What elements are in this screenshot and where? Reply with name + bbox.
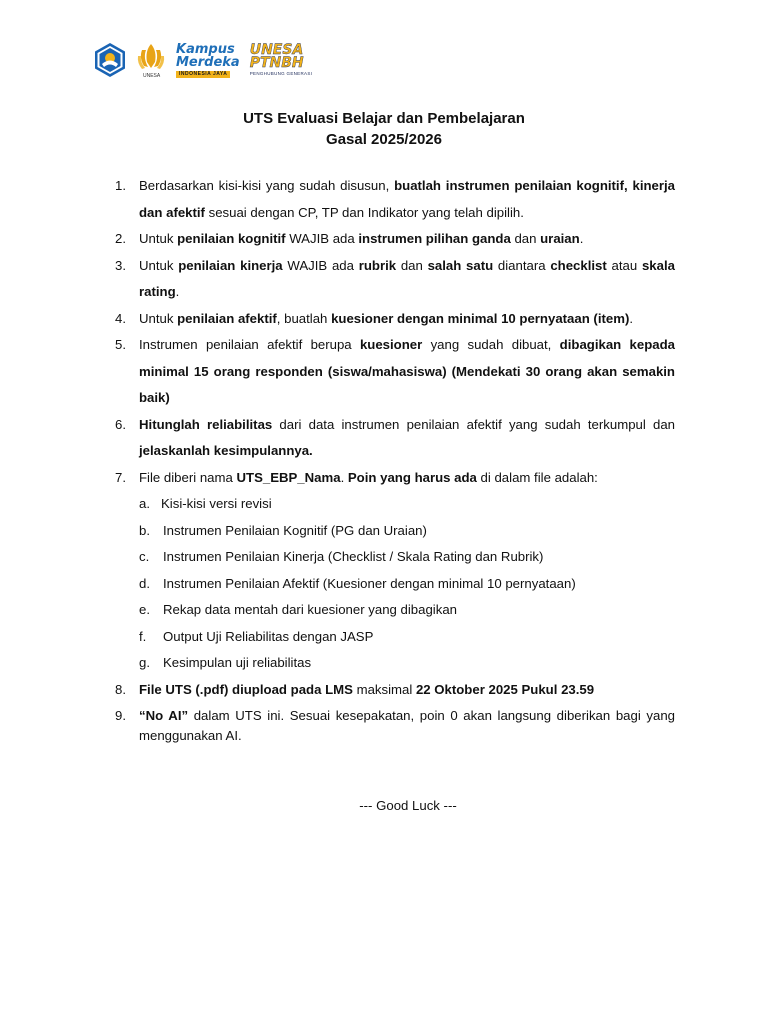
plain-text: atau (606, 257, 642, 273)
emphasis-text: checklist (550, 257, 607, 273)
emphasis-text: File UTS (.pdf) diupload pada LMS (139, 681, 353, 697)
emphasis-text: Poin yang harus ada (347, 469, 477, 485)
plain-text: diantara (493, 257, 551, 273)
plain-text: , buatlah (276, 310, 332, 326)
plain-text: WAJIB ada (285, 231, 359, 246)
list-item-text (139, 465, 675, 492)
emphasis-text: jelaskanlah kesimpulannya. (139, 443, 313, 458)
emphasis-text: penilaian afektif (177, 310, 277, 326)
title-line-2: Gasal 2025/2026 (326, 131, 442, 148)
instruction-list (115, 173, 675, 746)
sub-list-text: Output Uji Reliabilitas dengan JASP (163, 628, 374, 644)
unesa-caption: UNESA (143, 73, 161, 79)
required-file-contents-list (115, 491, 675, 677)
plain-text: . (579, 231, 584, 246)
list-item (115, 465, 675, 492)
plain-text: yang sudah dibuat, (422, 337, 560, 352)
emphasis-text: kuesioner (359, 337, 423, 352)
list-item (115, 173, 675, 226)
list-item-text (139, 306, 675, 333)
kampus-merdeka-strip: INDONESIA JAYA (176, 71, 230, 78)
plain-text: dan (396, 257, 428, 273)
sub-list-letter: b. (139, 522, 150, 538)
plain-text: Instrumen penilaian afektif berupa (139, 337, 360, 352)
plain-text: Untuk (139, 310, 178, 326)
header-logos (92, 40, 312, 80)
sub-list-item (115, 491, 675, 518)
plain-text: Untuk (139, 257, 179, 273)
unesa-logo (134, 40, 168, 80)
emphasis-text: penilaian kognitif (177, 231, 286, 246)
list-item (115, 306, 675, 333)
list-item-number: 7. (115, 469, 126, 485)
sub-list-letter: c. (139, 549, 150, 564)
emphasis-text: 22 Oktober 2025 Pukul 23.59 (415, 681, 595, 697)
list-item (115, 412, 675, 465)
list-item-text (139, 703, 675, 746)
list-item-text (139, 332, 675, 412)
emphasis-text: dibagikan kepada minimal 15 orang responden (siswa/mahasiswa) (Mendekati 30 orang akan semakin baik) (139, 337, 675, 405)
emphasis-text: kuesioner dengan minimal 10 pernyataan (item) (331, 310, 630, 326)
sub-list-text: Rekap data mentah dari kuesioner yang dibagikan (163, 602, 457, 617)
sub-list-text: Kisi-kisi versi revisi (161, 496, 272, 511)
kampus-merdeka-line2: Merdeka (176, 54, 240, 70)
plain-text: maksimal (352, 681, 416, 697)
list-item-number: 4. (115, 310, 126, 326)
sub-list-text: Instrumen Penilaian Kognitif (PG dan Uraian) (163, 522, 427, 538)
list-item-text (139, 677, 675, 704)
list-item-number: 8. (115, 681, 126, 697)
closing-remark: --- Good Luck --- (359, 798, 457, 813)
list-item-number: 9. (115, 708, 126, 723)
emphasis-text: instrumen pilihan ganda (358, 231, 511, 246)
plain-text: dalam UTS ini. Sesuai kesepakatan, poin 0 akan langsung diberikan bagi yang menggunakan AI. (139, 708, 675, 743)
plain-text: . (340, 469, 348, 485)
list-item-number: 3. (115, 257, 126, 273)
list-item-text (139, 226, 675, 253)
unesa-ptnbh-line1: UNESA (249, 42, 304, 59)
plain-text: . (629, 310, 634, 326)
plain-text: sesuai dengan CP, TP dan Indikator yang telah dipilih. (204, 204, 524, 220)
plain-text: Berdasarkan kisi-kisi yang sudah disusun, (139, 178, 395, 193)
list-item-text (139, 173, 675, 226)
plain-text: File diberi nama (139, 469, 237, 485)
instruction-items-final (115, 677, 675, 747)
sub-list-letter: e. (139, 602, 150, 617)
sub-list-text: Instrumen Penilaian Kinerja (Checklist / Skala Rating dan Rubrik) (163, 549, 544, 564)
sub-list-letter: a. (139, 496, 150, 511)
unesa-ptnbh-tagline: PENGHUBUNG GENERASI (249, 70, 313, 76)
unesa-ptnbh-line2: PTNBH (249, 55, 304, 72)
list-item-number: 2. (115, 231, 126, 246)
emphasis-text: Hitunglah reliabilitas (139, 416, 273, 432)
list-item-number: 5. (115, 337, 126, 352)
emphasis-text: skala rating (139, 257, 675, 299)
plain-text: WAJIB ada (282, 257, 359, 273)
sub-list-item (115, 571, 675, 598)
instruction-items (115, 173, 675, 491)
kampus-merdeka-logo (176, 43, 240, 78)
plain-text: Untuk (139, 231, 178, 246)
list-item (115, 253, 675, 306)
unesa-logo-icon (134, 40, 168, 74)
emphasis-text: “No AI” (139, 708, 189, 723)
kampus-merdeka-line1: Kampus (176, 41, 235, 57)
sub-list-item (115, 597, 675, 624)
sub-list-letter: f. (139, 628, 147, 644)
emphasis-text: buatlah instrumen penilaian kognitif, kinerja dan afektif (139, 178, 676, 220)
sub-list-letter: g. (139, 655, 150, 670)
list-item-text (139, 253, 675, 306)
plain-text: . (175, 284, 180, 299)
emphasis-text: penilaian kinerja (178, 257, 283, 273)
plain-text: dan (510, 231, 541, 246)
list-item-number: 1. (115, 178, 126, 193)
emphasis-text: rubrik (358, 257, 397, 273)
list-item (115, 226, 675, 253)
list-item-text (139, 412, 675, 465)
title-line-1: UTS Evaluasi Belajar dan Pembelajaran (243, 110, 525, 127)
sub-list-item (115, 624, 675, 651)
sub-list-item (115, 544, 675, 571)
plain-text: di dalam file adalah: (476, 469, 598, 485)
list-item-number: 6. (115, 416, 126, 432)
document-title (0, 108, 768, 150)
unesa-ptnbh-logo (250, 44, 312, 76)
sub-list-text: Kesimpulan uji reliabilitas (163, 655, 312, 670)
list-item (115, 703, 675, 746)
sub-list-item (115, 518, 675, 545)
list-item (115, 332, 675, 412)
list-item (115, 677, 675, 704)
emphasis-text: uraian (540, 231, 580, 246)
tut-wuri-handayani-logo-icon (92, 42, 128, 78)
sub-list-item (115, 650, 675, 677)
plain-text: dari data instrumen penilaian afektif yang sudah terkumpul dan (272, 416, 675, 432)
sub-list-text: Instrumen Penilaian Afektif (Kuesioner dengan minimal 10 pernyataan) (163, 575, 576, 591)
emphasis-text: UTS_EBP_Nama (236, 469, 341, 485)
emphasis-text: salah satu (427, 257, 494, 273)
sub-list-letter: d. (139, 575, 150, 591)
